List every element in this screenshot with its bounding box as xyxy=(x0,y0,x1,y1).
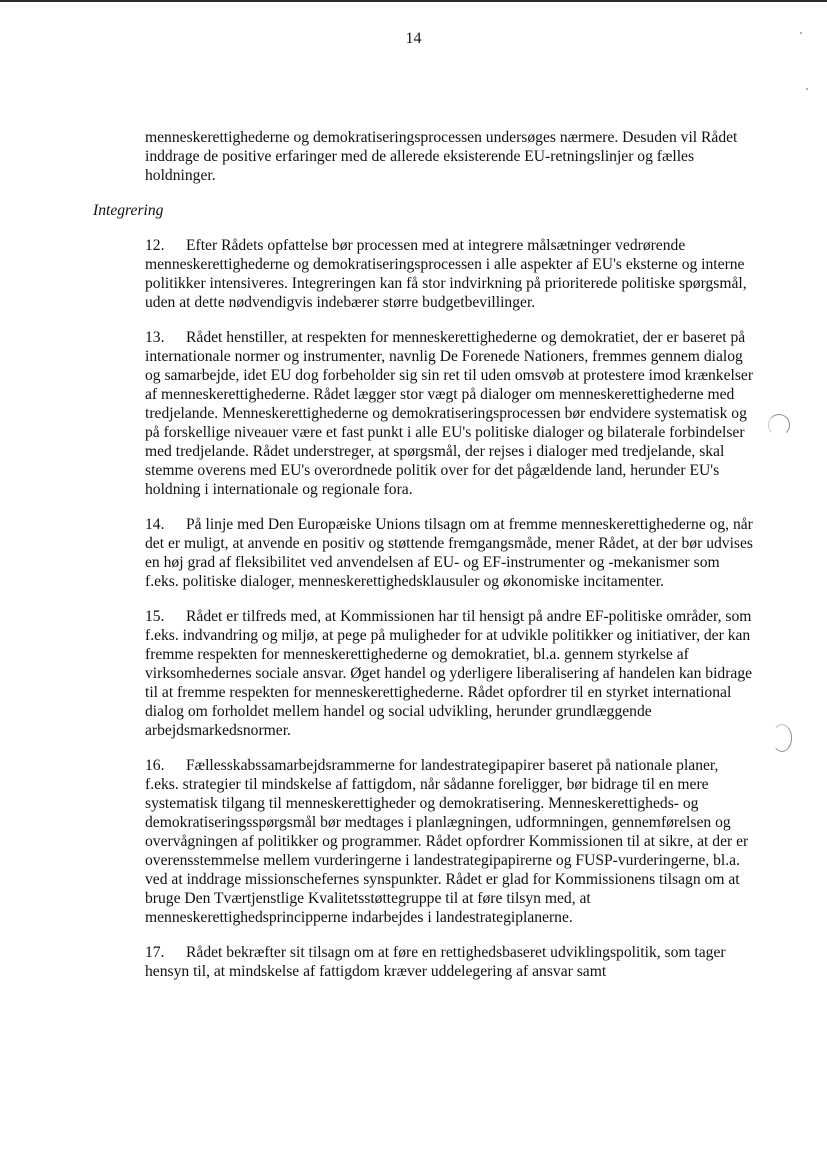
paragraph-text: På linje med Den Europæiske Unions tilsagn om at fremme menneskerettighederne og, når det er muligt, at anvende en positiv og støttende fremgangsmåde, mener Rådet, at der bør udvises en høj grad af fleksibilitet ved anvendelsen af EU- og EF-instrumenter og -mekanismer som f.eks. politiske dialoger, menneskerettighedsklausuler og økonomiske incitamenter. xyxy=(145,516,753,590)
intro-paragraph: menneskerettighederne og demokratiseringsprocessen undersøges nærmere. Desuden vil Rådet inddrage de positive erfaringer med de allerede eksisterende EU-retningslinjer og fælles holdninger. xyxy=(145,129,738,184)
paragraph-16 xyxy=(145,756,755,927)
paragraph-15 xyxy=(145,607,755,740)
punch-hole-mark xyxy=(772,724,792,752)
paragraph-number: 12. xyxy=(145,237,165,254)
paragraph-14 xyxy=(145,515,755,591)
scan-speck xyxy=(800,32,802,34)
document-body xyxy=(93,128,755,997)
punch-hole-mark xyxy=(768,414,790,436)
page-number: 14 xyxy=(405,30,422,47)
paragraph-text: Fællesskabssamarbejdsrammerne for landestrategipapirer baseret på nationale planer, f.eks. strategier til mindskelse af fattigdom, når sådanne foreligger, bør bidrage til en mere systematisk tilgang til menneskerettigheder og demokratisering. Menneskerettigheds- og demokratiseringsspørgsmål bør medtages i planlægningen, udformningen, gennemførelsen og overvågningen af politikker og programmer. Rådet opfordrer Kommissionen til at sikre, at der er overensstemmelse mellem vurderingerne i landestrategipapirerne og FUSP-vurderingerne, bl.a. ved at inddrage missionschefernes synspunkter. Rådet er glad for Kommissionens tilsagn om at bruge Den Tværtjenstlige Kvalitetsstøttegruppe til at føre tilsyn med, at menneskerettighedsprincipperne indarbejdes i landestrategiplanerne. xyxy=(145,757,749,926)
paragraph-text: Rådet er tilfreds med, at Kommissionen har til hensigt på andre EF-politiske områder, som f.eks. indvandring og miljø, at pege på muligheder for at udvikle politikker og initiativer, der kan fremme respekten for menneskerettighederne og demokratiet, bl.a. gennem styrkelse af virksomhedernes sociale ansvar. Øget handel og yderligere liberalisering af handelen kan bidrage til at fremme respekten for menneskerettighederne. Rådet opfordrer til en styrket international dialog om forholdet mellem handel og social udvikling, herunder grundlæggende arbejdsmarkedsnormer. xyxy=(145,608,753,739)
paragraph-text: Efter Rådets opfattelse bør processen med at integrere målsætninger vedrørende menneskerettighederne og demokratiseringsprocessen i alle aspekter af EU's eksterne og interne politikker intensiveres. Integreringen kan få stor indvirkning på prioriterede politiske spørgsmål, uden at dette nødvendigvis indebærer større budgetbevillinger. xyxy=(145,237,747,311)
paragraph-text: Rådet bekræfter sit tilsagn om at føre en rettighedsbaseret udviklingspolitik, som tager hensyn til, at mindskelse af fattigdom kræver uddelegering af ansvar samt xyxy=(145,944,726,980)
top-border-line xyxy=(0,0,827,2)
paragraph-number: 13. xyxy=(145,329,165,346)
paragraph-number: 16. xyxy=(145,757,165,774)
paragraph-number: 17. xyxy=(145,944,165,961)
paragraph-text: Rådet henstiller, at respekten for menneskerettighederne og demokratiet, der er baseret på internationale normer og instrumenter, navnlig De Forenede Nationers, fremmes gennem dialog og samarbejde, idet EU dog forbeholder sig sin ret til uden omsvøb at protestere imod krænkelser af menneskerettighederne. Rådet lægger stor vægt på dialoger om menneskerettighederne med tredjelande. Menneskerettighederne og demokratiseringsprocessen bør endvidere systematisk og på forskellige niveauer være et fast punkt i alle EU's politiske dialoger og bilaterale forbindelser med tredjelande. Rådet understreger, at spørgsmål, der rejses i dialoger med tredjelande, skal stemme overens med EU's overordnede politik over for det pågældende land, herunder EU's holdning i internationale og regionale fora. xyxy=(145,329,754,498)
paragraph-13 xyxy=(145,328,755,499)
paragraph-number: 15. xyxy=(145,608,165,625)
paragraph-17 xyxy=(145,943,755,981)
paragraph-number: 14. xyxy=(145,516,165,533)
scan-speck xyxy=(806,88,808,90)
section-heading: Integrering xyxy=(93,202,164,219)
paragraph-12 xyxy=(145,236,755,312)
